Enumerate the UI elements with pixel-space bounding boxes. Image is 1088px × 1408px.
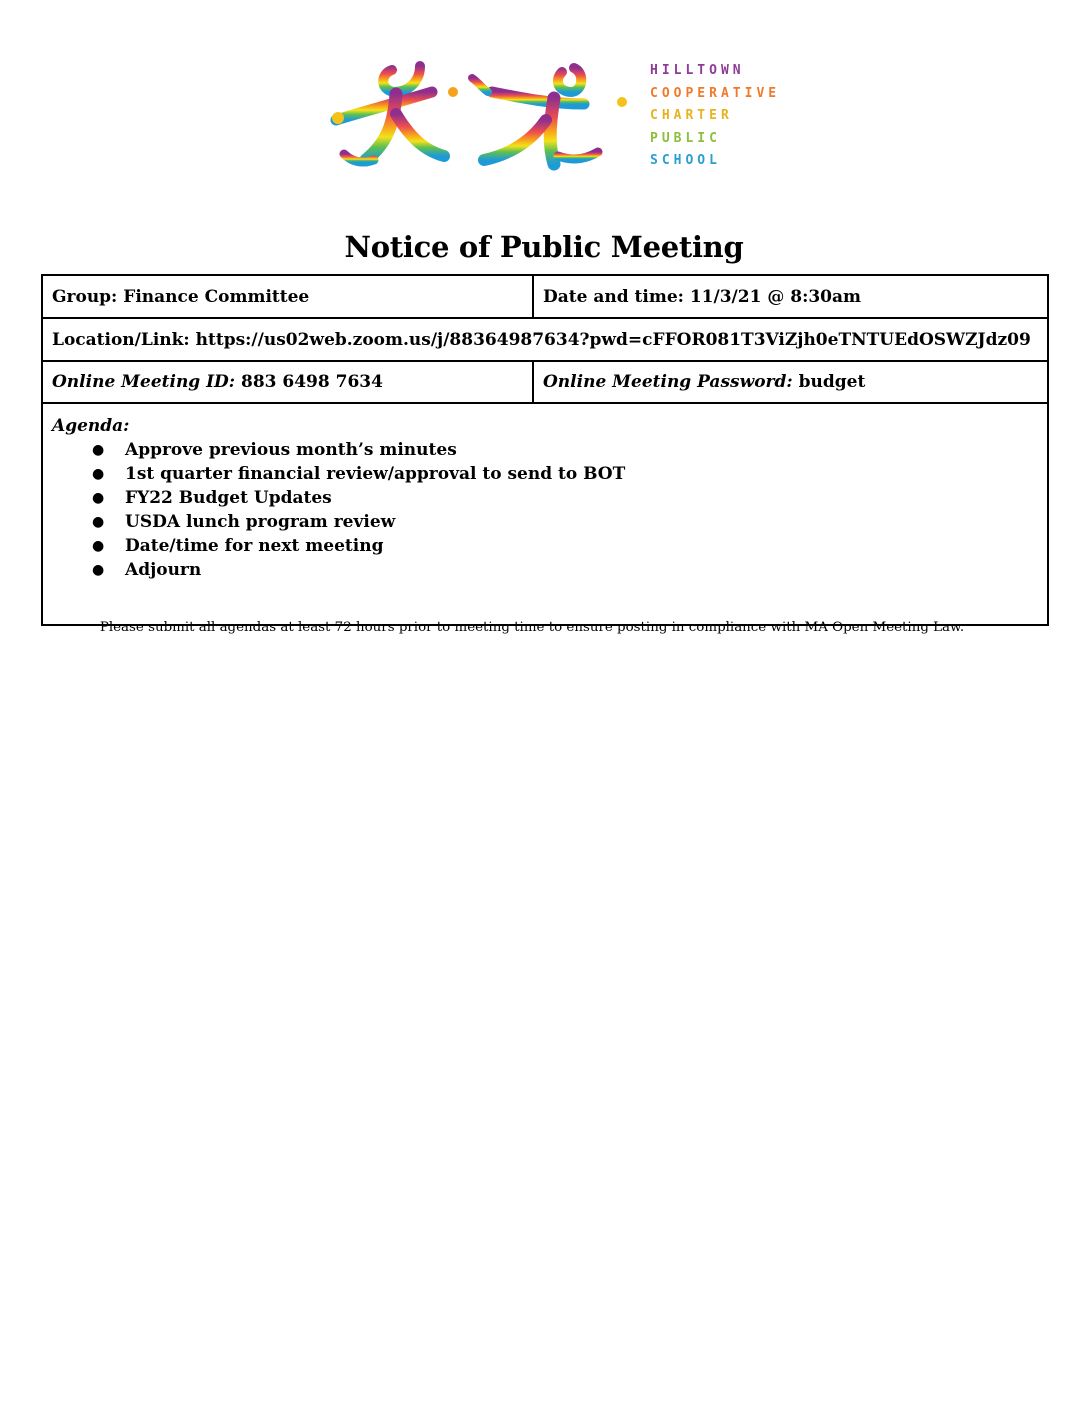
logo-line-1: HILLTOWN	[650, 63, 745, 78]
meeting-link[interactable]: https://us02web.zoom.us/j/88364987634?pwd=cFFOR081T3ViZjh0eTNTUEdOSWZJdz09	[195, 329, 1031, 350]
password-label: Online Meeting Password:	[543, 372, 793, 392]
logo-line-2: COOPERATIVE	[650, 85, 781, 101]
bullet-icon: ●	[92, 442, 105, 458]
agenda-item-text: Adjourn	[125, 560, 202, 580]
bullet-icon: ●	[92, 514, 105, 530]
agenda-item-text: Approve previous month’s minutes	[125, 440, 457, 460]
list-item	[92, 486, 1038, 510]
bullet-icon: ●	[92, 538, 105, 554]
datetime-value: 11/3/21 @ 8:30am	[689, 286, 862, 307]
school-logo	[322, 52, 792, 182]
meeting-details-table	[41, 274, 1049, 626]
bullet-icon: ●	[92, 490, 105, 506]
hilltown-figures-logo-icon	[322, 52, 632, 182]
group-value: Finance Committee	[123, 286, 310, 307]
agenda-item-text: Date/time for next meeting	[125, 536, 384, 556]
agenda-item-text: USDA lunch program review	[125, 512, 396, 532]
table-row	[42, 275, 1048, 318]
logo-line-4: PUBLIC	[650, 130, 721, 146]
list-item	[92, 510, 1038, 534]
page-title: Notice of Public Meeting	[344, 230, 744, 264]
agenda-item-text: FY22 Budget Updates	[125, 488, 332, 508]
meeting-id-cell	[42, 361, 533, 403]
bullet-icon: ●	[92, 562, 105, 578]
agenda-item-text: 1st quarter financial review/approval to send to BOT	[125, 464, 626, 484]
password-cell	[533, 361, 1048, 403]
location-cell	[42, 318, 1048, 361]
list-item	[92, 558, 1038, 582]
logo-line-3: CHARTER	[650, 108, 733, 123]
location-label: Location/Link:	[52, 329, 190, 350]
table-row	[42, 403, 1048, 625]
table-row	[42, 361, 1048, 403]
datetime-cell	[533, 275, 1048, 318]
list-item	[92, 462, 1038, 486]
agenda-label: Agenda:	[52, 416, 130, 436]
footer-note: Please submit all agendas at least 72 hours prior to meeting time to ensure posting in compliance with MA Open Meeting Law.	[99, 620, 965, 635]
bullet-icon: ●	[92, 466, 105, 482]
logo-line-5: SCHOOL	[650, 153, 721, 168]
school-name-wordmark	[650, 60, 790, 173]
list-item	[92, 534, 1038, 558]
datetime-label: Date and time:	[543, 286, 684, 307]
table-row	[42, 318, 1048, 361]
list-item	[92, 438, 1038, 462]
group-label: Group:	[52, 286, 118, 307]
meeting-id-label: Online Meeting ID:	[52, 372, 236, 392]
group-cell	[42, 275, 533, 318]
password-value: budget	[798, 372, 866, 392]
agenda-list	[52, 438, 1038, 582]
meeting-id-value: 883 6498 7634	[241, 372, 383, 392]
agenda-cell	[42, 403, 1048, 625]
